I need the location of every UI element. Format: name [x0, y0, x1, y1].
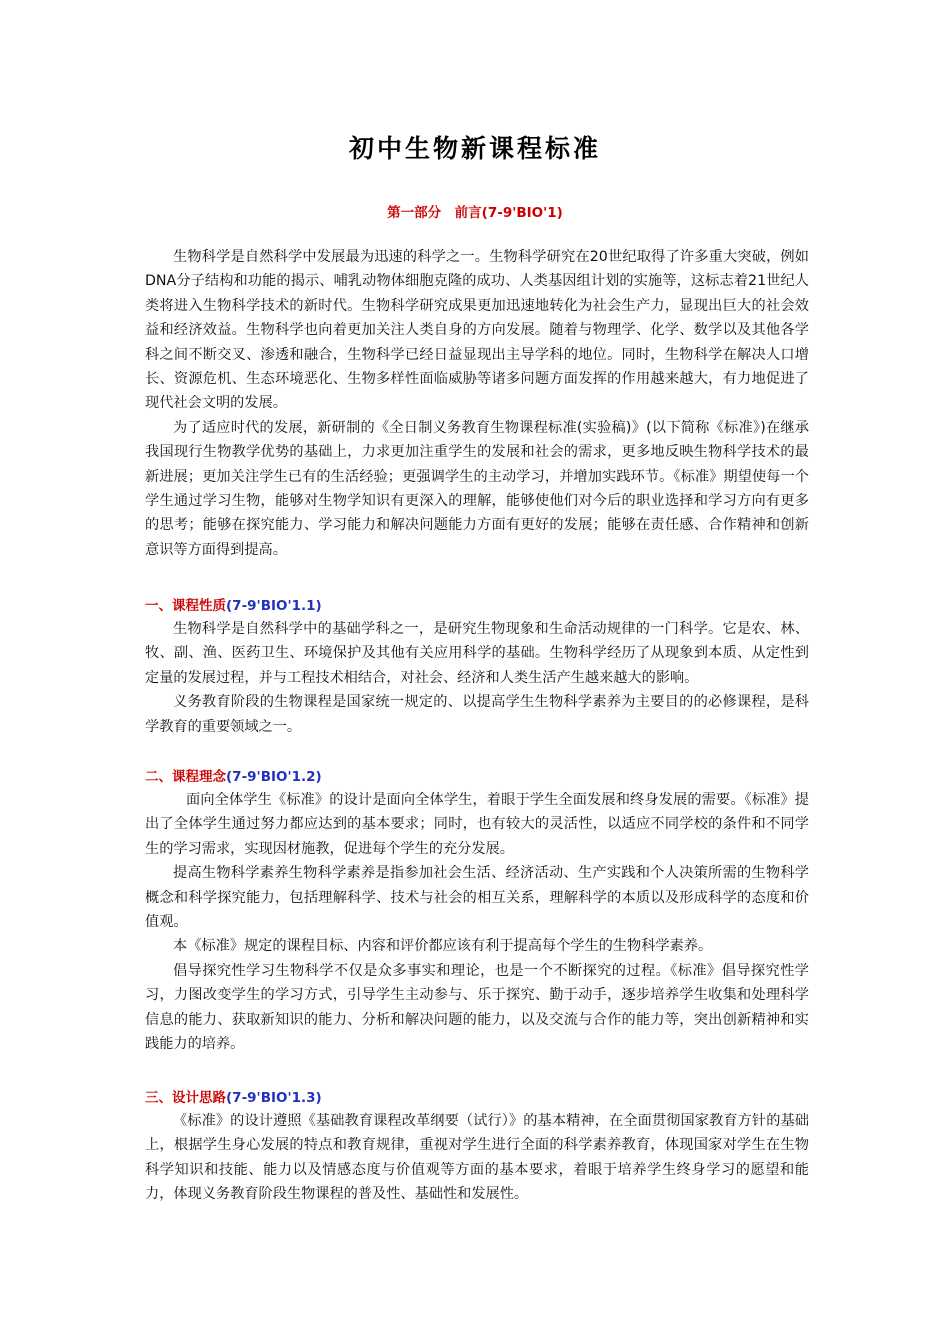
document-title: 初中生物新课程标准: [348, 134, 601, 163]
paragraph: 提高生物科学素养生物科学素养是指参加社会生活、经济活动、生产实践和个人决策所需的生物科学概念和科学探究能力，包括理解科学、技术与社会的相互关系，理解科学的本质以及形成科学的态度和价值观。: [145, 865, 809, 931]
section-label: 三、设计思路: [145, 1090, 226, 1106]
section-code: (7-9'BIO'1.3): [226, 1090, 322, 1106]
paragraph: 面向全体学生《标准》的设计是面向全体学生，着眼于学生全面发展和终身发展的需要。《标准》提出了全体学生通过努力都应达到的基本要求；同时，也有较大的灵活性，以适应不同学校的条件和不同学生的学习需求，实现因材施教，促进每个学生的充分发展。: [145, 792, 809, 857]
section-heading-nature: [145, 594, 322, 614]
section-heading-design: [145, 1086, 322, 1106]
preface-body: [145, 245, 809, 562]
paragraph: 倡导探究性学习生物科学不仅是众多事实和理论，也是一个不断探究的过程。《标准》倡导探究性学习，力图改变学生的学习方式，引导学生主动参与、乐于探究、勤于动手，逐步培养学生收集和处理科学信息的能力、获取新知识的能力、分析和解决问题的能力，以及交流与合作的能力等，突出创新精神和实践能力的培养。: [145, 962, 809, 1053]
section-label: 二、课程理念: [145, 769, 226, 785]
section-code: (7-9'BIO'1.2): [226, 769, 322, 785]
section-code: (7-9'BIO'1.1): [226, 598, 322, 614]
part-label: 第一部分 前言: [387, 205, 482, 221]
section-heading-philosophy: [145, 765, 322, 785]
section-body-nature: [145, 617, 809, 739]
paragraph: 生物科学是自然科学中发展最为迅速的科学之一。生物科学研究在20世纪取得了许多重大突破，例如DNA分子结构和功能的揭示、哺乳动物体细胞克隆的成功、人类基因组计划的实施等，这标志着21世纪人类将进入生物科学技术的新时代。生物科学研究成果更加迅速地转化为社会生产力，显现出巨大的社会效益和经济效益。生物科学也向着更加关注人类自身的方向发展。随着与物理学、化学、数学以及其他各学科之间不断交叉、渗透和融合，生物科学已经日益显现出主导学科的地位。同时，生物科学在解决人口增长、资源危机、生态环境恶化、生物多样性面临威胁等诸多问题方面发挥的作用越来越大，有力地促进了现代社会文明的发展。: [145, 249, 809, 412]
part-code: (7-9'BIO'1): [481, 205, 563, 221]
paragraph: 生物科学是自然科学中的基础学科之一，是研究生物现象和生命活动规律的一门科学。它是农、林、牧、副、渔、医药卫生、环境保护及其他有关应用科学的基础。生物科学经历了从现象到本质、从定性到定量的发展过程，并与工程技术相结合，对社会、经济和人类生活产生越来越大的影响。: [145, 621, 809, 686]
section-label: 一、课程性质: [145, 598, 226, 614]
section-body-design: [145, 1109, 809, 1207]
section-body-philosophy: [145, 788, 809, 1056]
paragraph: 本《标准》规定的课程目标、内容和评价都应该有利于提高每个学生的生物科学素养。: [173, 938, 713, 955]
part-heading: [0, 201, 950, 221]
paragraph: 为了适应时代的发展，新研制的《全日制义务教育生物课程标准(实验稿)》(以下简称《标准》)在继承我国现行生物教学优势的基础上，力求更加注重学生的发展和社会的需求，更多地反映生物科学技术的最新进展；更加关注学生已有的生活经验；更强调学生的主动学习，并增加实践环节。《标准》期望使每一个学生通过学习生物，能够对生物学知识有更深入的理解，能够使他们对今后的职业选择和学习方向有更多的思考；能够在探究能力、学习能力和解决问题能力方面有更好的发展；能够在责任感、合作精神和创新意识等方面得到提高。: [145, 419, 809, 558]
paragraph: 《标准》的设计遵照《基础教育课程改革纲要（试行）》的基本精神，在全面贯彻国家教育方针的基础上，根据学生身心发展的特点和教育规律，重视对学生进行全面的科学素养教育，体现国家对学生在生物科学知识和技能、能力以及情感态度与价值观等方面的基本要求，着眼于培养学生终身学习的愿望和能力，体现义务教育阶段生物课程的普及性、基础性和发展性。: [145, 1113, 809, 1203]
paragraph: 义务教育阶段的生物课程是国家统一规定的、以提高学生生物科学素养为主要目的的必修课程，是科学教育的重要领域之一。: [145, 694, 809, 735]
